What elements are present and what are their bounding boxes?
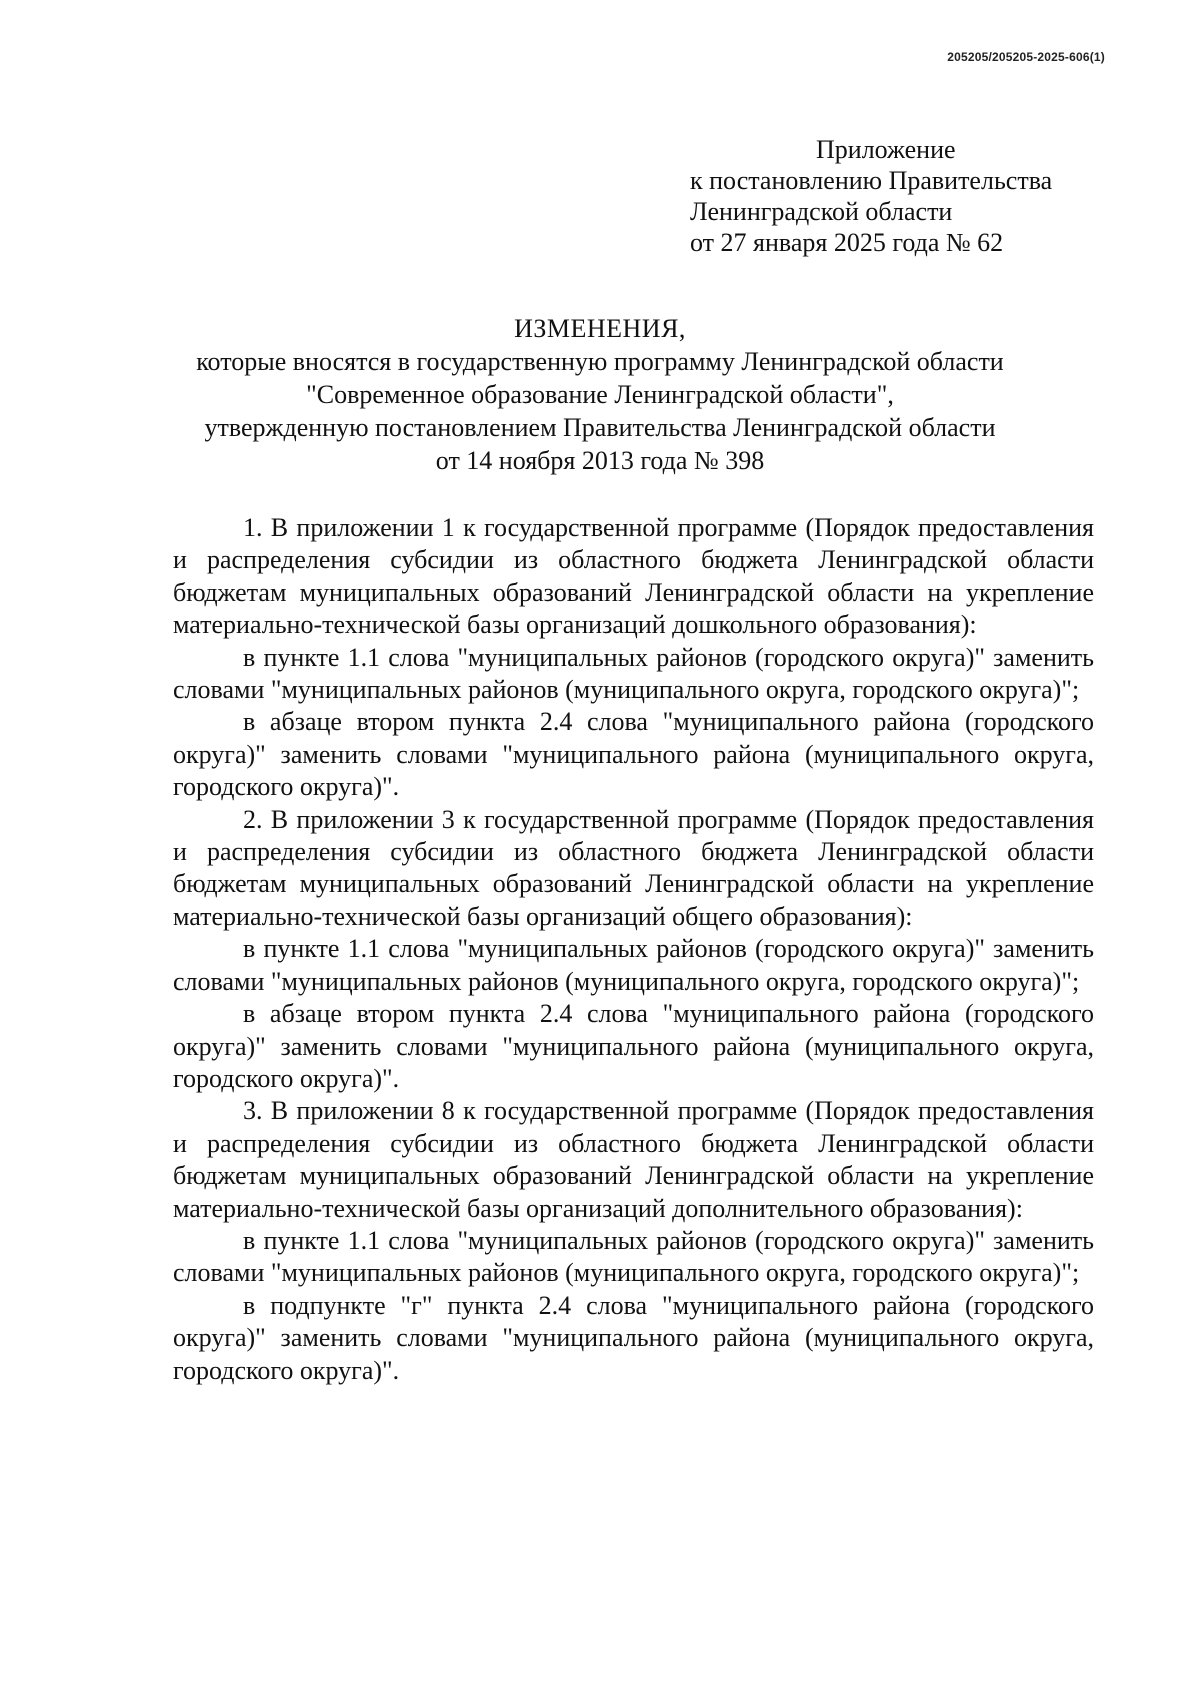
- body-paragraph: в пункте 1.1 слова "муниципальных районов (городского округа)" заменить словами "муниципальных районов (муниципального округа, городского округа)";: [173, 934, 1094, 996]
- title-line: которые вносятся в государственную программу Ленинградской области: [196, 347, 1004, 376]
- appendix-line: от 27 января 2025 года № 62: [690, 228, 1004, 257]
- body-paragraph: в абзаце втором пункта 2.4 слова "муниципального района (городского округа)" заменить словами "муниципального района (муниципального округа, городского округа)".: [173, 999, 1094, 1093]
- body-paragraph: в абзаце втором пункта 2.4 слова "муниципального района (городского округа)" заменить словами "муниципального района (муниципального округа, городского округа)".: [173, 707, 1094, 802]
- appendix-block: [690, 134, 1052, 258]
- title-heading: ИЗМЕНЕНИЯ,: [514, 314, 686, 343]
- document-body: [173, 512, 1094, 1387]
- document-code: 205205/205205-2025-606(1): [947, 50, 1105, 64]
- title-line: утвержденную постановлением Правительства Ленинградской области: [204, 413, 996, 442]
- body-paragraph: 1. В приложении 1 к государственной программе (Порядок предоставления и распределения субсидии из областного бюджета Ленинградской области бюджетам муниципальных образований Ленинградской области на укрепление материально-технической базы организаций дошкольного образования):: [173, 513, 1094, 640]
- body-paragraph: в подпункте "г" пункта 2.4 слова "муниципального района (городского округа)" заменить словами "муниципального района (муниципального округа, городского округа)".: [173, 1290, 1094, 1385]
- body-paragraph: 2. В приложении 3 к государственной программе (Порядок предоставления и распределения субсидии из областного бюджета Ленинградской области бюджетам муниципальных образований Ленинградской области на укрепление материально-технической базы организаций общего образования):: [173, 804, 1094, 931]
- appendix-line: Приложение: [816, 135, 956, 164]
- title-line: от 14 ноября 2013 года № 398: [435, 446, 765, 475]
- body-paragraph: в пункте 1.1 слова "муниципальных районов (городского округа)" заменить словами "муниципальных районов (муниципального округа, городского округа)";: [173, 1225, 1094, 1288]
- body-paragraph: 3. В приложении 8 к государственной программе (Порядок предоставления и распределения субсидии из областного бюджета Ленинградской области бюджетам муниципальных образований Ленинградской области на укрепление материально-технической базы организаций дополнительного образования):: [173, 1096, 1094, 1223]
- body-paragraph: в пункте 1.1 слова "муниципальных районов (городского округа)" заменить словами "муниципальных районов (муниципального округа, городского округа)";: [173, 642, 1094, 705]
- document-title: [100, 312, 1100, 477]
- title-line: "Современное образование Ленинградской области",: [306, 380, 894, 409]
- appendix-line: Ленинградской области: [690, 197, 953, 226]
- appendix-line: к постановлению Правительства: [690, 166, 1053, 195]
